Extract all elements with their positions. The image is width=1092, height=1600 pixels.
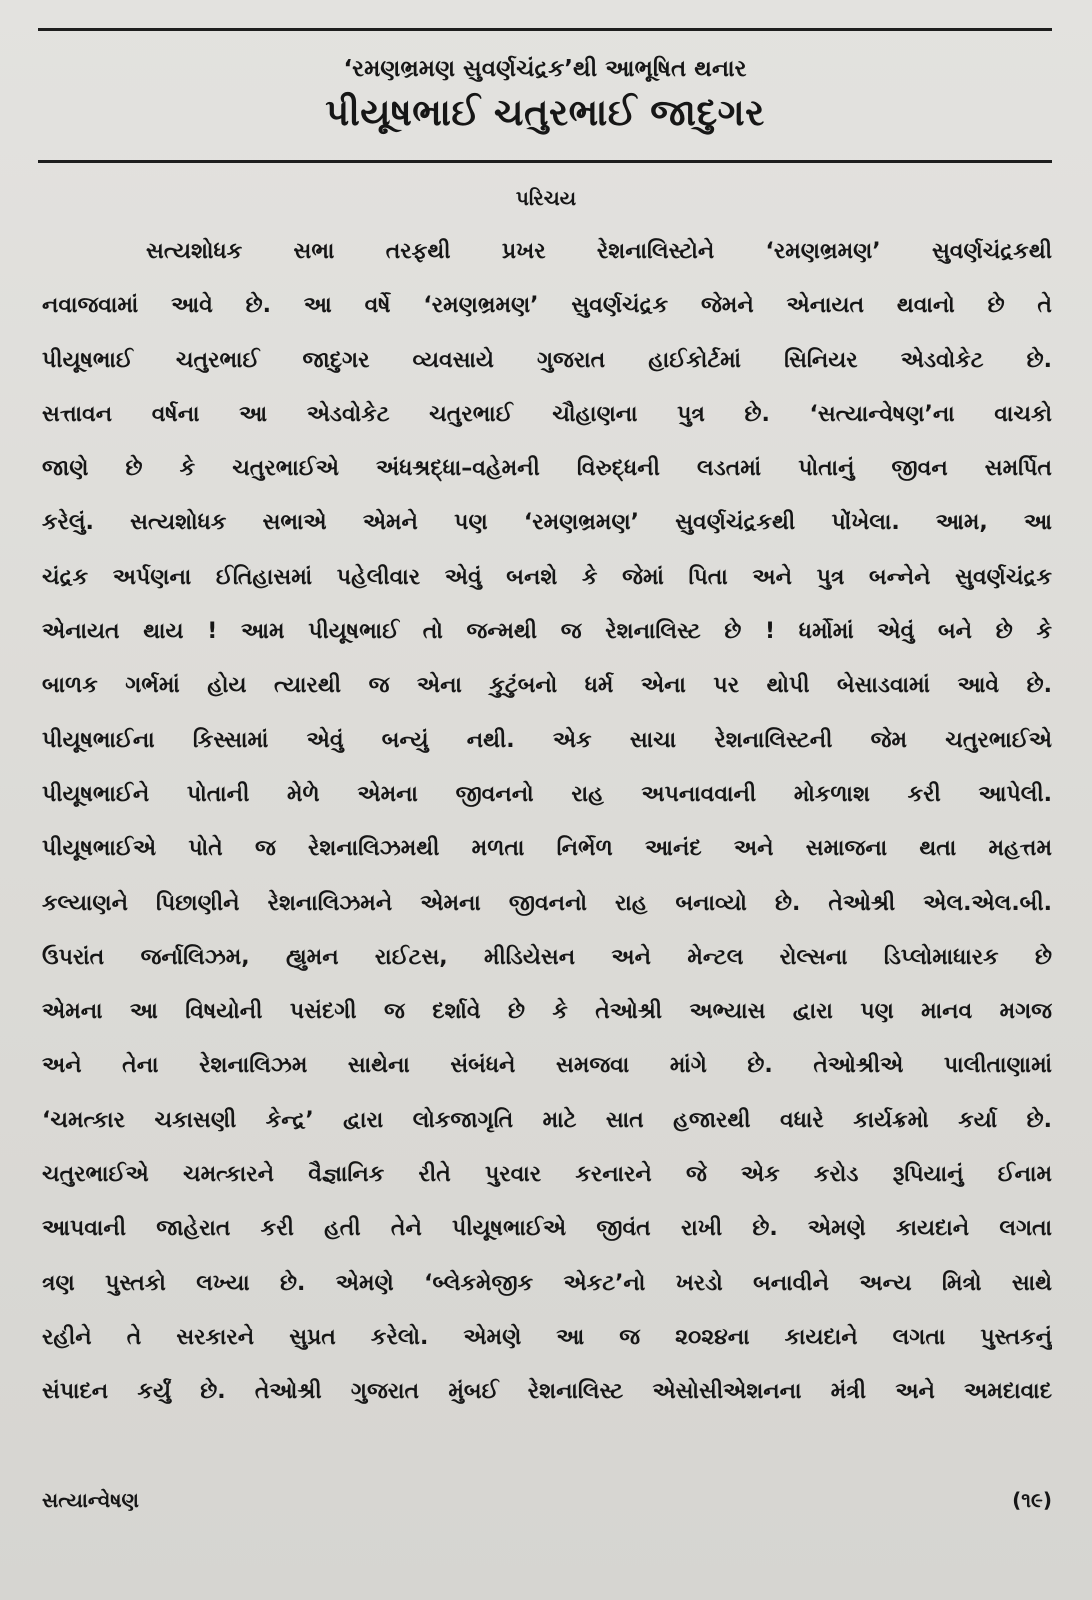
body-line: કલ્યાણને પિછાણીને રેશનાલિઝમને એમના જીવનનો રાહ બનાવ્યો છે. તેઓશ્રી એલ.એલ.બી.: [42, 890, 1052, 916]
article-subtitle: ‘રમણભ્રમણ સુવર્ણચંદ્રક’થી આભૂષિત થનાર: [343, 56, 747, 82]
body-line: સંપાદન કર્યું છે. તેઓશ્રી ગુજરાત મુંબઈ રેશનાલિસ્ટ એસોસીએશનના મંત્રી અને અમદાવાદ: [42, 1379, 1052, 1405]
header-bottom-rule: [38, 160, 1052, 163]
body-line: સત્યશોધક સભા તરફથી પ્રખર રેશનાલિસ્ટોને ‘રમણભ્રમણ’ સુવર્ણચંદ્રકથી: [146, 239, 1052, 264]
body-line: ત્રણ પુસ્તકો લખ્યા છે. એમણે ‘બ્લેકમેજીક એકટ’નો ખરડો બનાવીને અન્ય મિત્રો સાથે: [42, 1270, 1052, 1296]
body-line: સત્તાવન વર્ષના આ એડવોકેટ ચતુરભાઈ ચૌહાણના પુત્ર છે. ‘સત્યાન્વેષણ’ના વાચકો: [42, 401, 1052, 427]
article-body: [42, 225, 1052, 1420]
body-line: જાણે છે કે ચતુરભાઈએ અંધશ્રદ્ધા–વહેમની વિરુદ્ધની લડતમાં પોતાનું જીવન સમર્પિત: [42, 456, 1052, 482]
body-line: એમના આ વિષયોની પસંદગી જ દર્શાવે છે કે તેઓશ્રી અભ્યાસ દ્વારા પણ માનવ મગજ: [42, 999, 1052, 1025]
body-line: પીયૂષભાઈએ પોતે જ રેશનાલિઝમથી મળતા નિર્ભેળ આનંદ અને સમાજના થતા મહત્તમ: [42, 836, 1052, 862]
body-line: ચતુરભાઈએ ચમત્કારને વૈજ્ઞાનિક રીતે પુરવાર કરનારને જે એક કરોડ રૂપિયાનું ઈનામ: [42, 1162, 1052, 1188]
body-line: આપવાની જાહેરાત કરી હતી તેને પીયૂષભાઈએ જીવંત રાખી છે. એમણે કાયદાને લગતા: [42, 1216, 1052, 1242]
body-line: પીયૂષભાઈ ચતુરભાઈ જાદુગર વ્યવસાયે ગુજરાત હાઈકોર્ટમાં સિનિયર એડવોકેટ છે.: [42, 347, 1052, 373]
body-line: બાળક ગર્ભમાં હોય ત્યારથી જ એના કુટુંબનો ધર્મ એના પર થોપી બેસાડવામાં આવે છે.: [42, 673, 1052, 699]
top-rule: [38, 28, 1052, 31]
body-line: ચંદ્રક અર્પણના ઈતિહાસમાં પહેલીવાર એવું બનશે કે જેમાં પિતા અને પુત્ર બન્નેને સુવર્ણચંદ્રક: [42, 564, 1052, 590]
body-line: અને તેના રેશનાલિઝમ સાથેના સંબંધને સમજવા માંગે છે. તેઓશ્રીએ પાલીતાણામાં: [42, 1053, 1052, 1079]
body-line: રહીને તે સરકારને સુપ્રત કરેલો. એમણે આ જ ૨૦૨૪ના કાયદાને લગતા પુસ્તકનું: [42, 1324, 1052, 1350]
body-line: નવાજવામાં આવે છે. આ વર્ષે ‘રમણભ્રમણ’ સુવર્ણચંદ્રક જેમને એનાયત થવાનો છે તે: [42, 293, 1052, 319]
page-number: (૧૯): [1012, 1488, 1052, 1512]
body-line: ‘ચમત્કાર ચકાસણી કેન્દ્ર’ દ્વારા લોકજાગૃતિ માટે સાત હજારથી વધારે કાર્યક્રમો કર્યા છે.: [42, 1107, 1052, 1133]
article-title: પીયૂષભાઈ ચતુરભાઈ જાદુગર: [325, 91, 765, 134]
section-heading: પરિચય: [515, 186, 577, 210]
body-line: એનાયત થાય ! આમ પીયૂષભાઈ તો જન્મથી જ રેશનાલિસ્ટ છે ! ધર્મોમાં એવું બને છે કે: [42, 619, 1052, 645]
body-line: પીયૂષભાઈના કિસ્સામાં એવું બન્યું નથી. એક સાચા રેશનાલિસ્ટની જેમ ચતુરભાઈએ: [42, 727, 1052, 753]
body-line: કરેલું. સત્યશોધક સભાએ એમને પણ ‘રમણભ્રમણ’ સુવર્ણચંદ્રકથી પોંખેલા. આમ, આ: [42, 510, 1052, 536]
body-line: પીયૂષભાઈને પોતાની મેળે એમના જીવનનો રાહ અપનાવવાની મોકળાશ કરી આપેલી.: [42, 781, 1052, 807]
publication-name: સત્યાન્વેષણ: [42, 1488, 139, 1512]
article-header: [38, 38, 1052, 138]
body-line: ઉપરાંત જર્નાલિઝમ, હ્યુમન રાઈટસ, મીડિયેસન અને મેન્ટલ રોલ્સના ડિપ્લોમાધારક છે: [42, 944, 1052, 970]
page-footer: [42, 1488, 1052, 1518]
